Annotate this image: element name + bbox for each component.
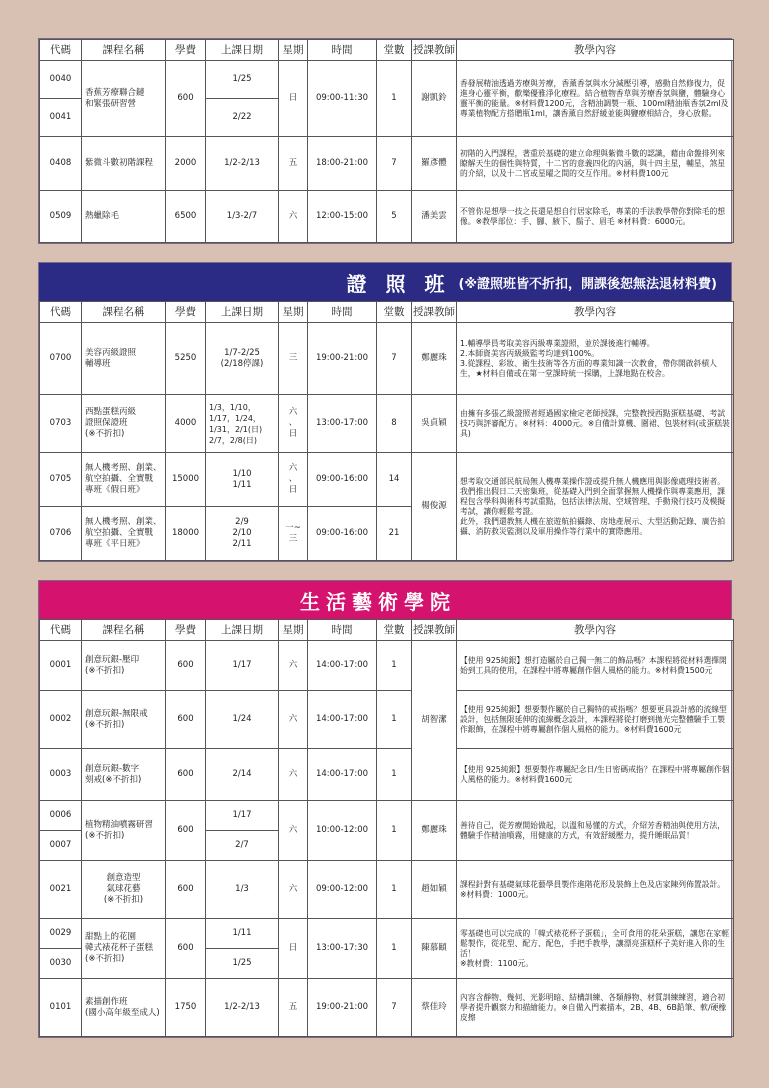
course-teacher: 鄭麗珠 [412,801,457,861]
course-time: 14:00-17:00 [308,641,377,691]
course-name: 甜點上的花園 韓式裱花杯子蛋糕 (※不折扣) [82,919,166,979]
course-count: 1 [377,641,412,691]
table-row [40,137,734,191]
course-day: 六 [279,191,308,243]
course-count: 7 [377,979,412,1037]
course-teacher: 蔡佳玲 [412,979,457,1037]
course-teacher: 羅彥體 [412,137,457,191]
header-teacher: 授課教師 [412,620,457,641]
course-code: 0706 [40,507,82,561]
header-time: 時間 [308,302,377,323]
course-content: 不管你是想學一技之長還是想自行居家除毛，專業的手法教學帶你對除毛的想像。※教學部位：手、腳、腋下、鬍子、眉毛 ※材料費：6000元。 [457,191,734,243]
header-content: 教學內容 [457,302,734,323]
course-content: 課程針對有基礎氣球花藝學員製作進階花形及裝飾上色及店家陳列佈置設計。※材料費：1000元。 [457,861,734,919]
course-fee: 5250 [166,323,206,395]
course-date: 1/17 [206,801,279,831]
course-time: 13:00-17:00 [308,395,377,453]
table-row [40,61,734,99]
header-fee: 學費 [166,620,206,641]
course-time: 18:00-21:00 [308,137,377,191]
course-time: 19:00-21:00 [308,323,377,395]
header-fee: 學費 [166,302,206,323]
courses-table-certification [39,301,734,561]
header-teacher: 授課教師 [412,302,457,323]
table-row [40,919,734,949]
course-teacher: 胡智潔 [412,641,457,801]
section-general-courses [38,38,732,244]
course-name: 香蕉芳療聯合鏈 和緊張研習營 [82,61,166,137]
section-life-arts [38,580,732,1038]
course-content: 【使用 925純銀】想打造屬於自己獨一無二的飾品嗎？本課程將從材料選擇開始到工具的使用，在課程中將專屬創作個人風格的能力。※材料費1500元 [457,641,734,691]
course-name: 西點蛋糕丙級 證照保證班 (※不折扣) [82,395,166,453]
header-count: 堂數 [377,302,412,323]
course-date: 1/3 [206,861,279,919]
course-code: 0007 [40,831,82,861]
table-row [40,861,734,919]
course-date: 1/17 [206,641,279,691]
course-time: 13:00-17:30 [308,919,377,979]
table-header-row [40,40,734,61]
course-count: 1 [377,801,412,861]
header-name: 課程名稱 [82,620,166,641]
table-row [40,749,734,801]
life-arts-banner [39,581,731,619]
course-content: 內容含靜物、幾何、光影明暗、結構訓練、各類靜物、材質訓練練習，適合初學者提升觀察力和描繪能力。※自備入門素描本，2B、4B、6B鉛筆、軟/硬橡皮擦 [457,979,734,1037]
course-day: 六 [279,801,308,861]
course-time: 09:00-11:30 [308,61,377,137]
course-date: 1/2-2/13 [206,979,279,1037]
course-date: 1/11 [206,919,279,949]
course-name: 創意造型 氣球花藝 (※不折扣) [82,861,166,919]
header-day: 星期 [279,302,308,323]
course-count: 14 [377,453,412,507]
course-name: 熱蠟除毛 [82,191,166,243]
course-fee: 600 [166,749,206,801]
course-count: 1 [377,861,412,919]
course-count: 1 [377,749,412,801]
course-teacher: 楊俊源 [412,453,457,561]
course-day: 五 [279,137,308,191]
header-day: 星期 [279,620,308,641]
course-code: 0408 [40,137,82,191]
course-name: 紫微斗數初階課程 [82,137,166,191]
course-teacher: 陳慕頤 [412,919,457,979]
header-date: 上課日期 [206,40,279,61]
header-time: 時間 [308,620,377,641]
header-date: 上課日期 [206,620,279,641]
course-date: 1/24 [206,691,279,749]
table-row [40,191,734,243]
course-date: 2/7 [206,831,279,861]
course-fee: 15000 [166,453,206,507]
course-fee: 600 [166,861,206,919]
table-row [40,323,734,395]
course-fee: 600 [166,919,206,979]
course-date: 1/7-2/25 (2/18停課) [206,323,279,395]
header-code: 代碼 [40,620,82,641]
section-certification [38,262,732,562]
course-day: 六 [279,641,308,691]
course-time: 12:00-15:00 [308,191,377,243]
course-day: 一~三 [279,507,308,561]
course-code: 0703 [40,395,82,453]
course-name: 創意玩銀-數字 刻戒(※不折扣) [82,749,166,801]
course-code: 0021 [40,861,82,919]
course-fee: 600 [166,641,206,691]
course-day: 三 [279,323,308,395]
life-arts-title: 生活藝術學院 [300,589,456,614]
course-day: 六 、 日 [279,453,308,507]
course-fee: 600 [166,691,206,749]
course-teacher: 吳貞穎 [412,395,457,453]
course-fee: 600 [166,801,206,861]
table-row [40,801,734,831]
course-code: 0041 [40,99,82,137]
header-day: 星期 [279,40,308,61]
course-content: 【使用 925純銀】想要製作屬於自己獨特的戒指嗎？想要更具設計感的流線型設計，包括無限延伸的流線概念設計，本課程將從打磨到拋光完整體驗手工製作銀飾，在課程中將專屬創作個人風格的能力。※材料費1600元 [457,691,734,749]
course-date: 1/3-2/7 [206,191,279,243]
course-count: 8 [377,395,412,453]
course-time: 10:00-12:00 [308,801,377,861]
course-code: 0040 [40,61,82,99]
certification-title: 證 照 班 [346,271,451,296]
course-time: 14:00-17:00 [308,691,377,749]
course-code: 0029 [40,919,82,949]
course-time: 09:00-12:00 [308,861,377,919]
course-count: 1 [377,919,412,979]
course-time: 19:00-21:00 [308,979,377,1037]
certification-banner [39,263,731,301]
course-count: 1 [377,691,412,749]
course-code: 0030 [40,949,82,979]
header-code: 代碼 [40,40,82,61]
table-row [40,641,734,691]
course-day: 日 [279,61,308,137]
course-fee: 18000 [166,507,206,561]
course-code: 0001 [40,641,82,691]
course-day: 五 [279,979,308,1037]
course-count: 7 [377,137,412,191]
header-count: 堂數 [377,40,412,61]
course-teacher: 鄭麗珠 [412,323,457,395]
header-content: 教學內容 [457,40,734,61]
course-day: 六 、 日 [279,395,308,453]
header-fee: 學費 [166,40,206,61]
course-time: 14:00-17:00 [308,749,377,801]
course-code: 0006 [40,801,82,831]
course-teacher: 潘美雲 [412,191,457,243]
course-content: 【使用 925純銀】想要製作專屬紀念日/生日密碼戒指？在課程中將專屬創作個人風格的能力。※材料費1600元 [457,749,734,801]
course-day: 六 [279,691,308,749]
courses-table-life-arts [39,619,734,1037]
course-date: 2/14 [206,749,279,801]
header-name: 課程名稱 [82,302,166,323]
table-header-row [40,302,734,323]
course-fee: 1750 [166,979,206,1037]
course-count: 1 [377,61,412,137]
table-row [40,691,734,749]
course-date: 2/22 [206,99,279,137]
course-code: 0700 [40,323,82,395]
header-teacher: 授課教師 [412,40,457,61]
course-teacher: 趙如穎 [412,861,457,919]
courses-table-general [39,39,734,243]
course-fee: 600 [166,61,206,137]
course-catalog-page [38,38,732,1056]
course-fee: 6500 [166,191,206,243]
course-day: 六 [279,861,308,919]
course-day: 六 [279,749,308,801]
header-date: 上課日期 [206,302,279,323]
table-row [40,395,734,453]
course-date: 1/3，1/10， 1/17，1/24， 1/31，2/1(日) 2/7，2/8(日) [206,395,279,453]
course-code: 0002 [40,691,82,749]
course-name: 無人機考照、創業、 航空拍攝、全實戰 專班《平日班》 [82,507,166,561]
course-content: 想考取交通部民航局無人機專業操作證或提升無人機應用與影像處理技術者。 我們推出假日二天密集班，從基礎入門到全面掌握無人機操作與專業應用，課程包含學科與術科考試重點，包括法律法規、空域管理、手動飛行技巧及模擬考試，讓你輕鬆考證。 此外，我們還教無人機在旅遊航拍攝錄、房地產展示、大型活動記錄、廣告拍攝、消防救災監測以及軍用操作等行業中的實際應用。 [457,453,734,561]
course-name: 素描創作班 (國小高年級至成人) [82,979,166,1037]
header-content: 教學內容 [457,620,734,641]
course-fee: 2000 [166,137,206,191]
course-date: 1/25 [206,61,279,99]
course-time: 09:00-16:00 [308,507,377,561]
header-code: 代碼 [40,302,82,323]
course-date: 2/9 2/10 2/11 [206,507,279,561]
course-code: 0101 [40,979,82,1037]
header-count: 堂數 [377,620,412,641]
table-row [40,979,734,1037]
course-content: 初階的入門課程，著重於基礎的建立命理與紫微斗數的認識，藉由命盤排列來瞭解天生的個性與特質，十二宮的意義四化的內涵，與十四主星，輔星，煞星的介紹，以及十二宮或星曜之間的交互作用。※材料費100元 [457,137,734,191]
course-code: 0705 [40,453,82,507]
header-time: 時間 [308,40,377,61]
course-count: 5 [377,191,412,243]
course-date: 1/10 1/11 [206,453,279,507]
course-content: 善待自己，從芳療開始做起，以溫和易懂的方式，介紹芳香精油與使用方法，體驗手作精油噴霧，用健康的方式，有效舒緩壓力，提升睡眠品質！ [457,801,734,861]
course-name: 美容丙級證照 輔導班 [82,323,166,395]
course-count: 21 [377,507,412,561]
course-name: 創意玩銀-壓印 (※不折扣) [82,641,166,691]
course-content: 1.輔導學員考取美容丙級專業證照，並於課後進行輔導。 2.本師資美容丙級級監考均達到100%。 3.從課程、彩妝、衛生技術等各方面的專業知識一次教會，帶你開啟斜槓人生，★材料自備或在第一堂課時統一採購，上課地點在校舍。 [457,323,734,395]
header-name: 課程名稱 [82,40,166,61]
course-date: 1/25 [206,949,279,979]
table-header-row [40,620,734,641]
course-name: 植物精油噴霧研習 (※不折扣) [82,801,166,861]
course-name: 無人機考照、創業、 航空拍攝、全實戰 專班《假日班》 [82,453,166,507]
course-content: 由擁有多張乙級證照者經過國家檢定老師授課，完整教授西點蛋糕基礎、考試技巧與評審配方。※材料：4000元。※自備計算機、圍裙、包裝材料(或蛋糕裝具) [457,395,734,453]
course-time: 09:00-16:00 [308,453,377,507]
course-name: 創意玩銀-無限戒 (※不折扣) [82,691,166,749]
course-code: 0003 [40,749,82,801]
course-date: 1/2-2/13 [206,137,279,191]
course-teacher: 謝凱鈴 [412,61,457,137]
certification-note: (※證照班皆不折扣，開課後恕無法退材料費) [458,276,717,292]
course-count: 7 [377,323,412,395]
table-row [40,453,734,507]
course-fee: 4000 [166,395,206,453]
course-content: 香發展精油透過芳療與芳療，香薰香氛與水分減壓引導，感動自然修復力，促進身心靈平衡，歡樂優雅淨化療程。結合植物香草與芳療香氛與鹽，體驗身心靈平衡的能量。※材料費1200元，含精油調製一瓶、100ml精油瓶香氛2ml及專業植物配方搭贈瓶1ml，讓香薰自然舒緩並能與鹽療相結合，身心放鬆。 [457,61,734,137]
course-code: 0509 [40,191,82,243]
course-day: 日 [279,919,308,979]
course-content: 零基礎也可以完成的「韓式裱花杯子蛋糕」，全可食用的花朵蛋糕，讓您在家輕鬆製作，從花型、配方、配色，手把手教學，讓漂亮蛋糕杯子美好進入你的生活！ ※教材費：1100元。 [457,919,734,979]
